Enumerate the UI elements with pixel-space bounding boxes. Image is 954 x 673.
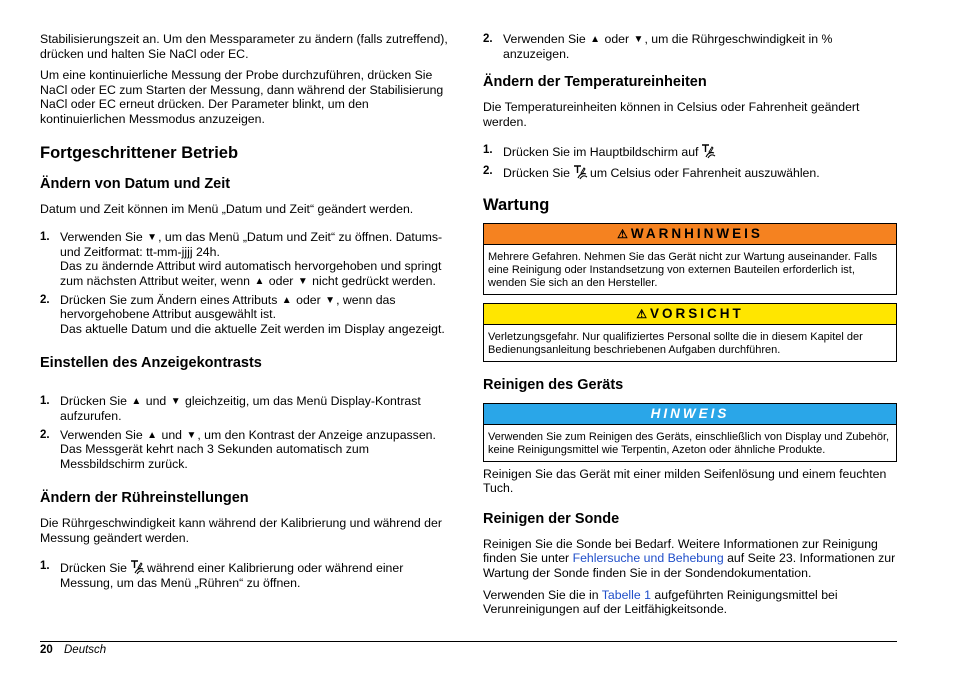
link-table-1[interactable]: Tabelle 1 (601, 587, 651, 602)
clean-probe-text-1: Reinigen Sie die Sonde bei Bedarf. Weitere Informationen zur Reinigung finden Sie unter Fehlersuche und Behebung auf Seite 23. Informationen zur Wartung der Sonde finden Sie in der Sondendokumentation. (483, 536, 896, 580)
intro-paragraph-1: Stabilisierungszeit an. Um den Messparameter zu ändern (falls zutreffend), drücken und halten Sie NaCl oder EC. (40, 32, 448, 61)
warning-header: ⚠ WARNHINWEIS (484, 224, 896, 245)
clean-probe-text-2: Verwenden Sie die in Tabelle 1 aufgeführten Reinigungsmittel bei Verunreinigungen auf der Leitfähigkeitsonde. (483, 587, 838, 617)
down-arrow-icon: ▼ (325, 294, 336, 306)
warning-triangle-icon: ⚠ (636, 306, 647, 321)
temperature-steps (483, 143, 897, 180)
footer-divider (40, 641, 897, 642)
stir-steps (40, 559, 452, 590)
date-time-steps (40, 230, 452, 336)
step-number: 2. (40, 293, 50, 306)
down-arrow-icon: ▼ (186, 429, 197, 441)
step-number: 1. (483, 144, 493, 157)
link-troubleshooting[interactable]: Fehlersuche und Behebung (572, 551, 724, 566)
stir-icon (129, 559, 145, 575)
note-header: HINWEIS (484, 404, 896, 425)
list-item: 2. Verwenden Sie ▲ oder ▼, um die Rührgeschwindigkeit in % anzuzeigen. (483, 32, 833, 61)
section-title-maintenance: Wartung (483, 195, 550, 214)
right-column (483, 32, 897, 624)
down-arrow-icon: ▼ (633, 34, 644, 45)
warning-box (483, 223, 897, 295)
caution-header: ⚠ VORSICHT (484, 304, 896, 325)
down-arrow-icon: ▼ (170, 396, 181, 408)
down-arrow-icon: ▼ (297, 275, 308, 287)
list-item: 2. Verwenden Sie ▲ und ▼, um den Kontrast der Anzeige anzupassen. Das Messgerät kehrt nach 3 Sekunden automatisch zum Messbildschirm zurück. (40, 427, 436, 471)
step-number: 1. (40, 231, 50, 244)
step-number: 2. (483, 164, 493, 177)
heading-contrast: Einstellen des Anzeigekontrasts (40, 355, 262, 372)
stir-icon (700, 143, 716, 159)
note-text: Verwenden Sie zum Reinigen des Geräts, einschließlich von Display und Zubehör, keine Reinigungsmittel wie Terpentin, Azeton oder ähnliche Produkte. (488, 430, 890, 456)
list-item: 1. Drücken Sie im Hauptbildschirm auf (483, 143, 897, 160)
page-footer (40, 643, 106, 658)
step-number: 2. (483, 33, 493, 45)
list-item: 1. Drücken Sie während einer Kalibrierung oder während einer Messung, um das Menü „Rühren“ zu öffnen. (40, 560, 404, 591)
up-arrow-icon: ▲ (131, 396, 142, 408)
up-arrow-icon: ▲ (254, 275, 265, 287)
step-number: 2. (40, 428, 50, 441)
stir-icon (572, 164, 588, 180)
step-number: 1. (40, 560, 50, 573)
heading-temperature-units: Ändern der Temperatureinheiten (483, 74, 707, 91)
page-number: 20 (40, 644, 53, 656)
heading-date-time: Ändern von Datum und Zeit (40, 175, 231, 192)
caution-text: Verletzungsgefahr. Nur qualifiziertes Personal sollte die in diesem Kapitel der Bedienungsanleitung beschriebenen Aufgaben durchführen. (488, 330, 863, 356)
heading-clean-probe: Reinigen der Sonde (483, 510, 620, 527)
heading-clean-device: Reinigen des Geräts (483, 376, 624, 393)
intro-paragraph-2: Um eine kontinuierliche Messung der Probe durchzuführen, drücken Sie NaCl oder EC zum Starten der Messung, dann während der Stabilisierung NaCl oder EC erneut drücken. Der Parameter blinkt, um den kontinuierlichen Messmodus anzuzeigen. (40, 68, 444, 126)
list-item: 1. Verwenden Sie ▼, um das Menü „Datum und Zeit“ zu öffnen. Datums- und Zeitformat: tt-mm-jjjj 24h. Das zu ändernde Attribut wird automatisch hervorgehoben und springt zum nächsten Attribut weiter, wenn ▲ oder ▼ nicht gedrückt werden. (40, 230, 443, 288)
stir-settings-text: Die Rührgeschwindigkeit kann während der Kalibrierung und während der Messung geändert werden. (40, 516, 442, 545)
up-arrow-icon: ▲ (590, 34, 601, 45)
temperature-text: Die Temperatureinheiten können in Celsius oder Fahrenheit geändert werden. (483, 100, 860, 129)
warning-text: Mehrere Gefahren. Nehmen Sie das Gerät nicht zur Wartung auseinander. Falls eine Reinigung oder Instandsetzung von externen Bauteilen erforderlich ist, wenden Sie sich an den Hersteller. (488, 250, 878, 289)
list-item: 2. Drücken Sie zum Ändern eines Attributs ▲ oder ▼, wenn das hervorgehobene Attribut ausgewählt ist. Das aktuelle Datum und die aktuelle Zeit werden im Display angezeigt. (40, 292, 445, 336)
date-time-text: Datum und Zeit können im Menü „Datum und Zeit“ geändert werden. (40, 201, 414, 216)
heading-stir-settings: Ändern der Rühreinstellungen (40, 490, 249, 507)
up-arrow-icon: ▲ (281, 294, 292, 306)
left-column (40, 32, 452, 599)
clean-device-text: Reinigen Sie das Gerät mit einer milden Seifenlösung und einem feuchten Tuch. (483, 466, 887, 496)
footer-language: Deutsch (64, 644, 107, 656)
step-number: 1. (40, 395, 50, 408)
stir-steps-continued (483, 32, 897, 61)
list-item: 1. Drücken Sie ▲ und ▼ gleichzeitig, um das Menü Display-Kontrast aufzurufen. (40, 394, 421, 423)
down-arrow-icon: ▼ (147, 232, 158, 244)
list-item: 2. Drücken Sie um Celsius oder Fahrenheit auszuwählen. (483, 164, 820, 180)
caution-box (483, 303, 897, 362)
contrast-steps (40, 394, 452, 471)
up-arrow-icon: ▲ (147, 429, 158, 441)
warning-triangle-icon: ⚠ (617, 226, 628, 241)
note-box (483, 403, 897, 462)
section-title-advanced: Fortgeschrittener Betrieb (40, 143, 239, 162)
